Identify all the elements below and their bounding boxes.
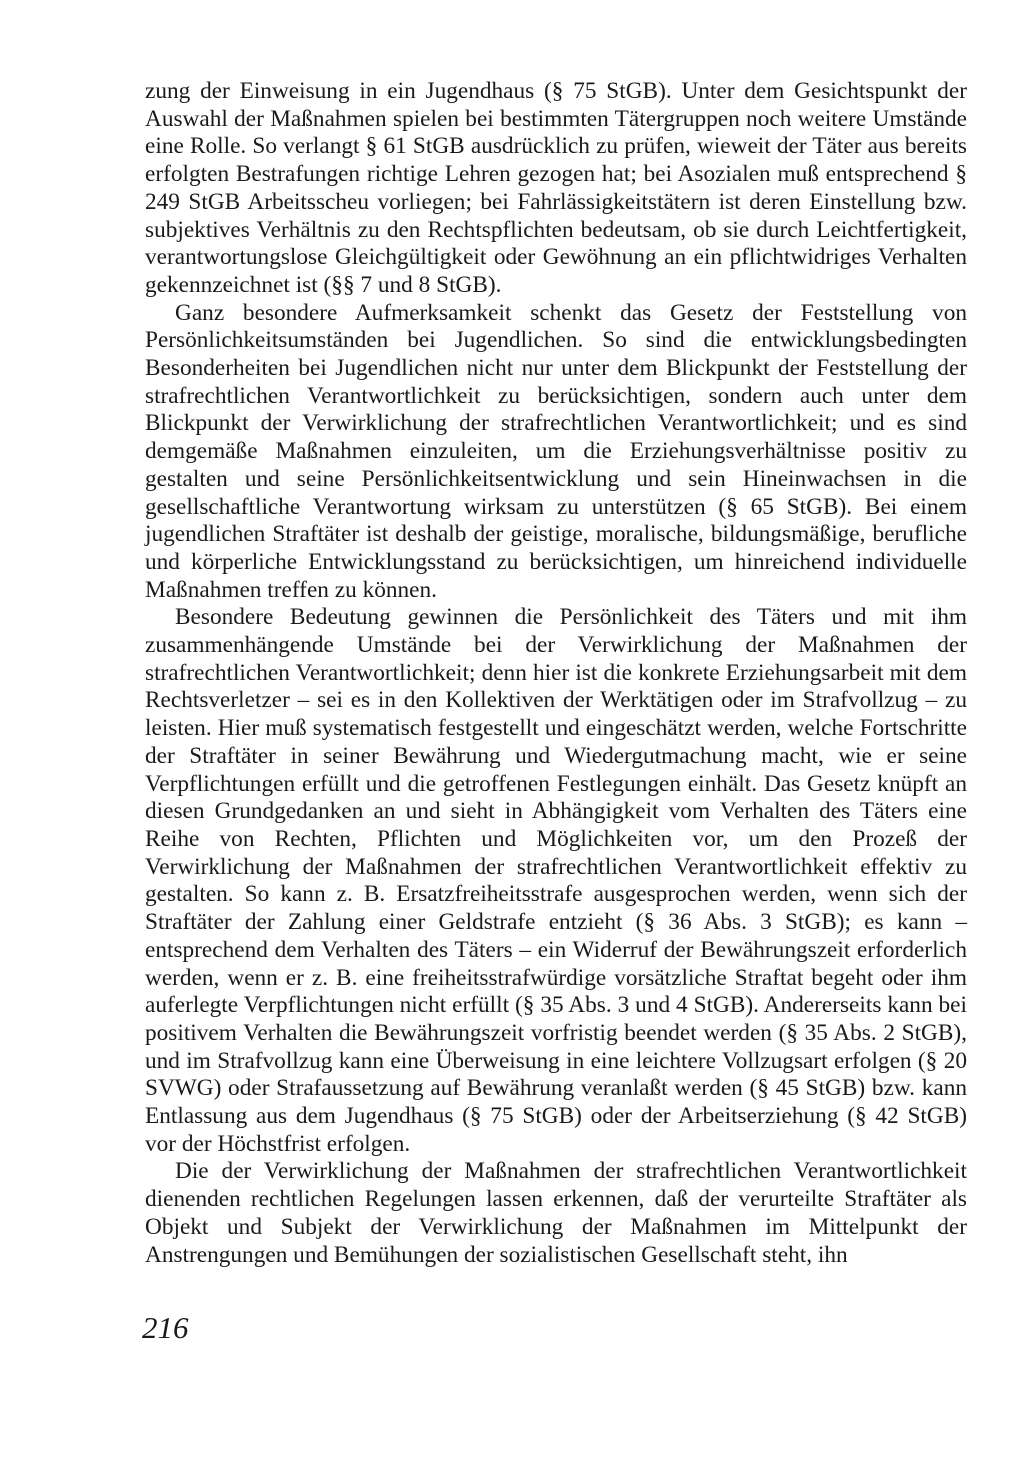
paragraph-3: Besondere Bedeutung gewinnen die Persönlichkeit des Täters und mit ihm zusammenhängende Umstände bei der Verwirklichung der Maßnahmen der strafrechtlichen Verantwortlichkeit; denn hier ist die konkrete Erziehungsarbeit mit dem Rechtsverletzer – sei es in den Kollektiven der Werktätigen oder im Strafvollzug – zu leisten. Hier muß systematisch festgestellt und eingeschätzt werden, welche Fortschritte der Straftäter in seiner Bewährung und Wiedergutmachung macht, wie er seine Verpflichtungen erfüllt und die getroffenen Festlegungen einhält. Das Gesetz knüpft an diesen Grundgedanken an und sieht in Abhängigkeit vom Verhalten des Täters eine Reihe von Rechten, Pflichten und Möglichkeiten vor, um den Prozeß der Verwirklichung der Maßnahmen der strafrechtlichen Verantwortlichkeit effektiv zu gestalten. So kann z. B. Ersatzfreiheitsstrafe ausgesprochen werden, wenn sich der Straftäter der Zahlung einer Geldstrafe entzieht (§ 36 Abs. 3 StGB); es kann – entsprechend dem Verhalten des Täters – ein Widerruf der Bewährungszeit erforderlich werden, wenn er z. B. eine freiheitsstrafwürdige vorsätzliche Straftat begeht oder ihm auferlegte Verpflichtungen nicht erfüllt (§ 35 Abs. 3 und 4 StGB). Andererseits kann bei positivem Verhalten die Bewährungszeit vorfristig beendet werden (§ 35 Abs. 2 StGB), und im Strafvollzug kann eine Überweisung in eine leichtere Vollzugsart erfolgen (§ 20 SVWG) oder Strafaussetzung auf Bewährung veranlaßt werden (§ 45 StGB) bzw. kann Entlassung aus dem Jugendhaus (§ 75 StGB) oder der Arbeitserziehung (§ 42 StGB) vor der Höchstfrist erfolgen.: [145, 604, 967, 1157]
body-text: [145, 78, 967, 1269]
page-number: 216: [142, 1310, 189, 1345]
paragraph-4: Die der Verwirklichung der Maßnahmen der strafrechtlichen Verantwortlichkeit dienenden rechtlichen Regelungen lassen erkennen, daß der verurteilte Straftäter als Objekt und Subjekt der Verwirklichung der Maßnahmen im Mittelpunkt der Anstrengungen und Bemühungen der sozialistischen Gesellschaft steht, ihn: [145, 1158, 967, 1268]
paragraph-1: zung der Einweisung in ein Jugendhaus (§ 75 StGB). Unter dem Gesichtspunkt der Auswahl der Maßnahmen spielen bei bestimmten Tätergruppen noch weitere Umstände eine Rolle. So verlangt § 61 StGB ausdrücklich zu prüfen, wieweit der Täter aus bereits erfolgten Bestrafungen richtige Lehren gezogen hat; bei Asozialen muß entsprechend § 249 StGB Arbeitsscheu vorliegen; bei Fahrlässigkeitstätern ist deren Einstellung bzw. subjektives Verhältnis zu den Rechtspflichten bedeutsam, ob sie durch Leichtfertigkeit, verantwortungslose Gleichgültigkeit oder Gewöhnung an ein pflichtwidriges Verhalten gekennzeichnet ist (§§ 7 und 8 StGB).: [145, 78, 967, 298]
paragraph-2: Ganz besondere Aufmerksamkeit schenkt das Gesetz der Feststellung von Persönlichkeitsumständen bei Jugendlichen. So sind die entwicklungsbedingten Besonderheiten bei Jugendlichen nicht nur unter dem Blickpunkt der Feststellung der strafrechtlichen Verantwortlichkeit zu berücksichtigen, sondern auch unter dem Blickpunkt der Verwirklichung der strafrechtlichen Verantwortlichkeit; und es sind demgemäße Maßnahmen einzuleiten, um die Erziehungsverhältnisse positiv zu gestalten und seine Persönlichkeitsentwicklung und sein Hineinwachsen in die gesellschaftliche Verantwortung wirksam zu unterstützen (§ 65 StGB). Bei einem jugendlichen Straftäter ist deshalb der geistige, moralische, bildungsmäßige, berufliche und körperliche Entwicklungsstand zu berücksichtigen, um hinreichend individuelle Maßnahmen treffen zu können.: [145, 299, 967, 603]
